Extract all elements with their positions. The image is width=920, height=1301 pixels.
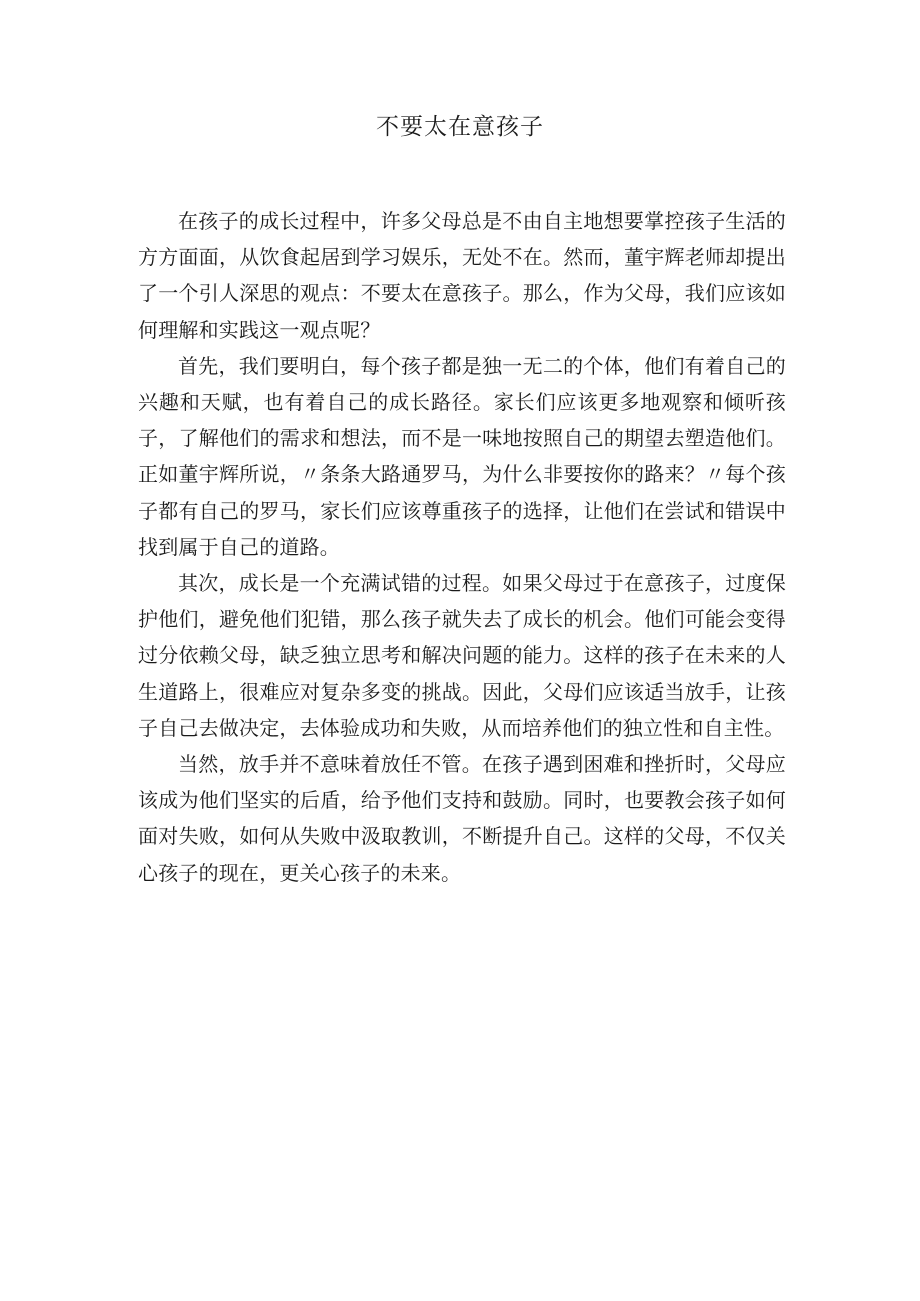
paragraph-1: 在孩子的成长过程中，许多父母总是不由自主地想要掌控孩子生活的方方面面，从饮食起居到学习娱乐，无处不在。然而，董宇辉老师却提出了一个引人深思的观点：不要太在意孩子。那么，作为父母，我们应该如何理解和实践这一观点呢？ [138,209,786,342]
document-title: 不要太在意孩子 [376,114,544,140]
paragraph-4: 当然，放手并不意味着放任不管。在孩子遇到困难和挫折时，父母应该成为他们坚实的后盾，给予他们支持和鼓励。同时，也要教会孩子如何面对失败，如何从失败中汲取教训，不断提升自己。这样的父母，不仅关心孩子的现在，更关心孩子的未来。 [138,752,786,885]
document-body [138,203,786,891]
paragraph-2: 首先，我们要明白，每个孩子都是独一无二的个体，他们有着自己的兴趣和天赋，也有着自己的成长路径。家长们应该更多地观察和倾听孩子，了解他们的需求和想法，而不是一味地按照自己的期望去塑造他们。正如董宇辉所说，〃条条大路通罗马，为什么非要按你的路来？〃每个孩子都有自己的罗马，家长们应该尊重孩子的选择，让他们在尝试和错误中找到属于自己的道路。 [138,353,786,559]
paragraph-3: 其次，成长是一个充满试错的过程。如果父母过于在意孩子，过度保护他们，避免他们犯错，那么孩子就失去了成长的机会。他们可能会变得过分依赖父母，缺乏独立思考和解决问题的能力。这样的孩子在未来的人生道路上，很难应对复杂多变的挑战。因此，父母们应该适当放手，让孩子自己去做决定，去体验成功和失败，从而培养他们的独立性和自主性。 [138,571,786,740]
